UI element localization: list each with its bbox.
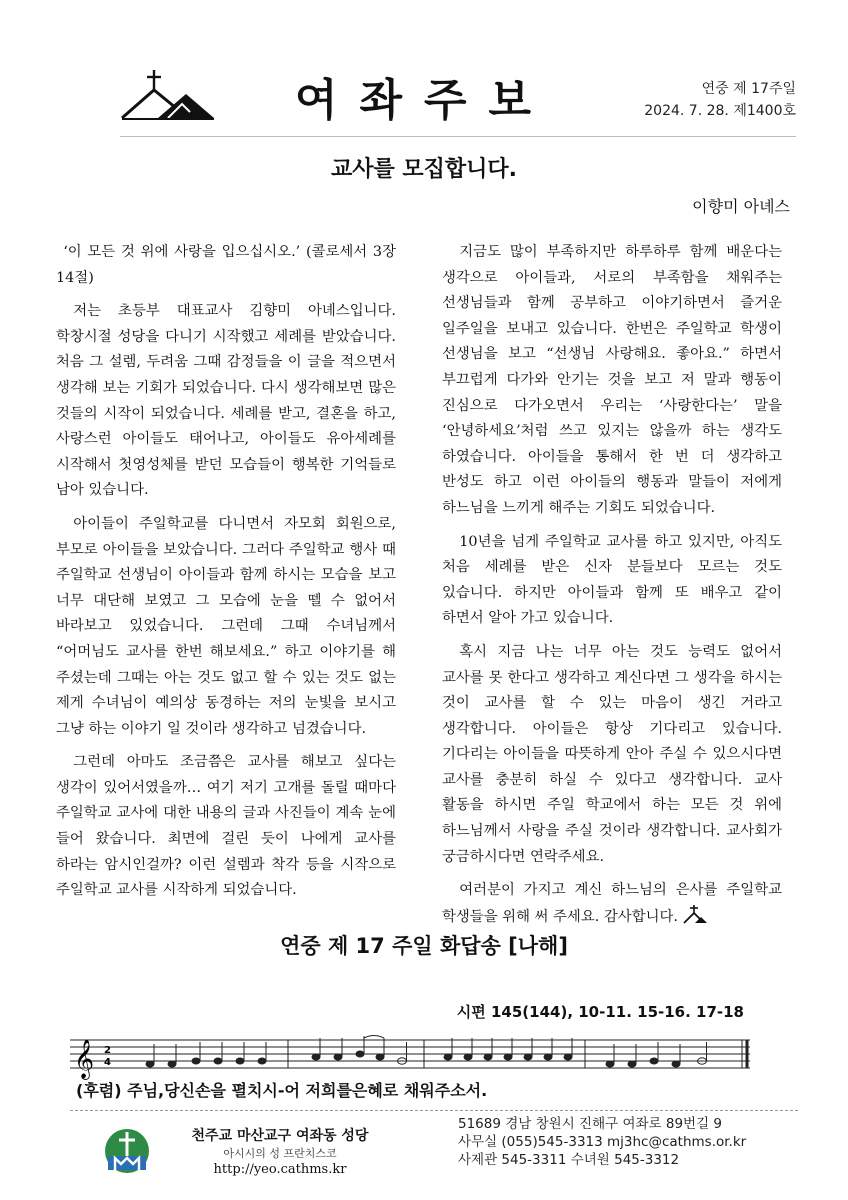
parish-logo-icon — [104, 1126, 150, 1176]
parish-info — [160, 1126, 400, 1178]
time-signature: 2 — [104, 1045, 111, 1056]
article-paragraph: 지금도 많이 부족하지만 하루하루 함께 배운다는 생각으로 아이들과, 서로의 부족함을 채워주는 선생님들과 함께 공부하고 이야기하면서 즐거운 일주일을 보내고 있습니다. 한번은 주일학교 학생이 선생님을 보고 “선생님 사랑해요. 좋아요.” 하면서 부끄럽게 다가와 안기는 것을 보고 저 말과 행동이 진심으로 다가오면서 우리는 ‘사랑한다는’ 말을 ‘안녕하세요’처럼 쓰고 있지는 않을까 하는 생각도 하였습니다. 아이들을 통해서 한 번 더 생각하고 반성도 하고 이런 아이들의 행동과 말들이 저에게 하느님을 느끼게 해주는 기회도 되었습니다. — [442, 244, 782, 516]
issue-info — [644, 78, 796, 122]
office-contact: 사무실 (055)545-3313 mj3hc@cathms.or.kr — [458, 1134, 747, 1150]
article-paragraph: 아이들이 주일학교를 다니면서 자모회 회원으로, 부모로 아이들을 보았습니다. 그러다 주일학교 행사 때 주일학교 선생님이 아이들과 함께 하시는 모습을 보고 너무 대단해 보였고 그 모습에 눈을 뗄 수 없어서 바라보고 있었습니다. 그런데 그때 수녀님께서 “어머님도 교사를 한번 해보세요.” 하고 이야기를 해 주셨는데 그때는 아는 것도 없고 할 수 있는 것도 없는 제게 수녀님이 예의상 동경하는 저의 눈빛을 보시고 그냥 하는 이야기 일 것이라 생각하고 넘겼습니다. — [56, 515, 396, 737]
parish-name: 천주교 마산교구 여좌동 성당 — [191, 1128, 369, 1144]
footer-divider — [70, 1110, 798, 1111]
treble-clef-icon: 𝄞 — [74, 1039, 95, 1079]
psalm-lyrics: (후렴) 주님,당신손을 펼치시-어 저희를은혜로 채워주소서. — [76, 1081, 488, 1100]
article-last-paragraph — [442, 878, 782, 930]
article-paragraph: 저는 초등부 대표교사 김향미 아녜스입니다. 학창시절 성당을 다니기 시작했고 세례를 받았습니다. 처음 그 설렘, 두려움 그때 감정들을 이 글을 적으면서 생각해 보는 기회가 되었습니다. 다시 생각해보면 많은 것들의 시작이 되었습니다. 세례를 받고, 결혼을 하고, 사랑스런 아이들도 태어나고, 아이들도 유아세례를 시작해서 첫영성체를 받던 모습들이 행복한 기억들로 남아 있습니다. — [56, 303, 396, 499]
article-right-column — [442, 240, 782, 938]
issue-date-number: 2024. 7. 28. 제1400호 — [644, 103, 796, 119]
parish-address: 51689 경남 창원시 진해구 여좌로 89번길 9 — [458, 1116, 722, 1132]
article-paragraph: 10년을 넘게 주일학교 교사를 하고 있지만, 아직도 처음 세례를 받은 신자 분들보다 모르는 것도 있습니다. 하지만 아이들과 함께 또 배우고 같이 하면서 알아 가고 있습니다. — [442, 533, 782, 627]
parish-patron: 아시시의 성 프란치스코 — [223, 1147, 337, 1160]
header-divider — [120, 136, 796, 137]
article-paragraph: 여러분이 가지고 계신 하느님의 은사를 주일학교 학생들을 위해 써 주세요. 감사합니다. — [442, 882, 782, 925]
notes — [146, 1036, 707, 1067]
contact-info — [458, 1115, 746, 1169]
rectory-convent-phones: 사제관 545-3311 수녀원 545-3312 — [458, 1152, 680, 1168]
music-staff — [70, 1034, 750, 1084]
issue-sunday: 연중 제 17주일 — [701, 81, 796, 97]
article-left-column — [56, 240, 396, 912]
article-paragraph: ‘이 모든 것 위에 사랑을 입으십시오.’ (콜로세서 3장 14절) — [56, 244, 396, 286]
psalm-reference: 시편 145(144), 10-11. 15-16. 17-18 — [456, 1003, 744, 1021]
bulletin-title: 여좌주보 — [294, 75, 553, 126]
parish-url[interactable]: http://yeo.cathms.kr — [213, 1162, 347, 1177]
end-cross-icon — [682, 904, 708, 924]
article-headline: 교사를 모집합니다. — [330, 157, 518, 182]
article-paragraph: 혹시 지금 나는 너무 아는 것도 능력도 없어서 교사를 못 한다고 생각하고 계신다면 그 생각을 하시는 것이 교사를 할 수 있는 마음이 생긴 거라고 생각합니다. 아이들은 항상 기다리고 있습니다. 기다리는 아이들을 따뜻하게 안아 주실 수 있으시다면 교사를 충분히 하실 수 있다고 생각합니다. 교사 활동을 하시면 주일 학교에서 하는 모든 것 위에 하느님께서 사랑을 주실 것이라 생각합니다. 교사회가 궁금하시다면 연락주세요. — [442, 643, 782, 865]
article-author: 이향미 아녜스 — [692, 197, 790, 216]
note-slur — [364, 1036, 384, 1039]
psalm-title: 연중 제 17 주일 화답송 [나해] — [280, 934, 568, 958]
time-signature: 4 — [104, 1057, 111, 1068]
article-paragraph: 그런데 아마도 조금쯤은 교사를 해보고 싶다는 생각이 있어서였을까… 여기 저기 고개를 돌릴 때마다 주일학교 교사에 대한 내용의 글과 사진들이 계속 눈에 들어 왔습니다. 최면에 걸린 듯이 나에게 교사를 하라는 암시인걸까? 이런 설렘과 착각 등을 시작으로 주일학교 교사를 시작하게 되었습니다. — [56, 754, 396, 899]
